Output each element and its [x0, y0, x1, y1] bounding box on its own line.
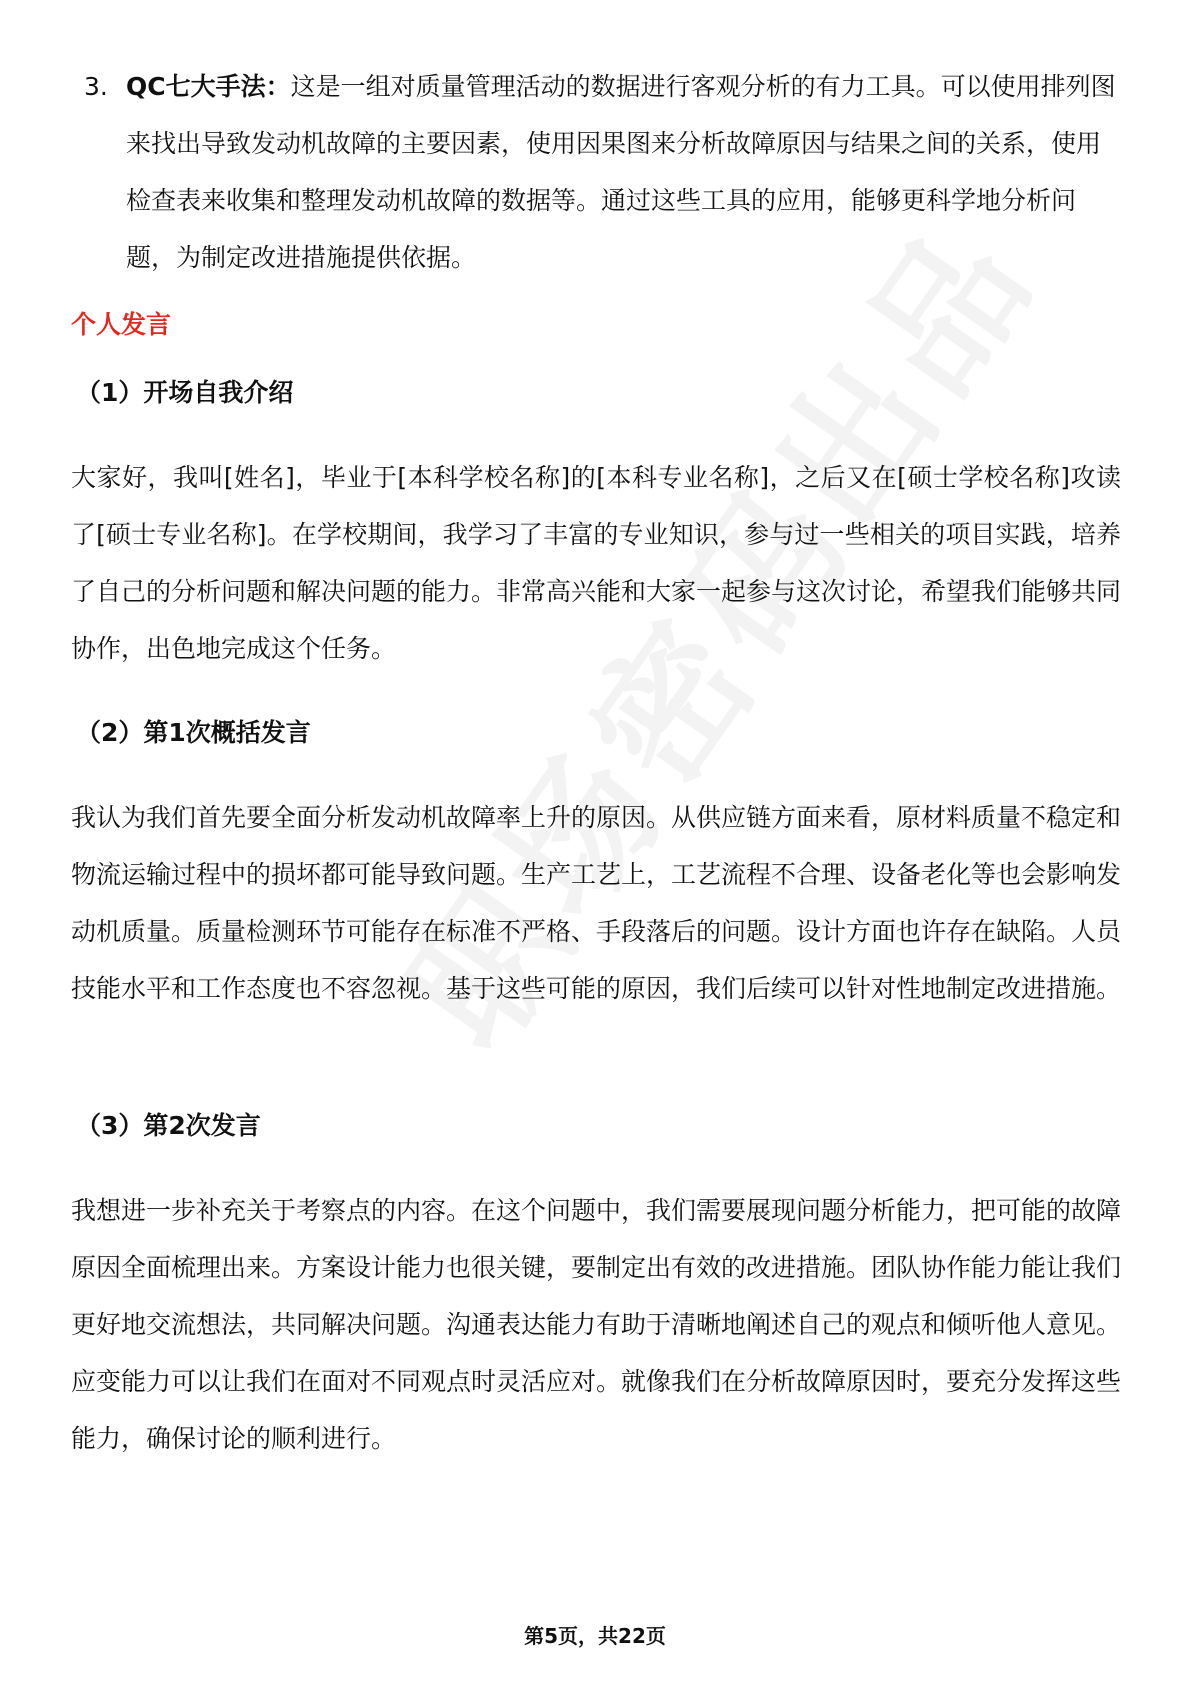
- subsection-text-intro: 大家好，我叫[姓名]，毕业于[本科学校名称]的[本科专业名称]，之后又在[硕士学校名称]攻读了[硕士专业名称]。在学校期间，我学习了丰富的专业知识，参与过一些相关的项目实践，培养了自己的分析问题和解决问题的能力。非常高兴能和大家一起参与这次讨论，希望我们能够共同协作，出色地完成这个任务。: [71, 463, 1122, 663]
- list-number: 3.: [84, 72, 108, 101]
- subsection-text-first-speech: 我认为我们首先要全面分析发动机故障率上升的原因。从供应链方面来看，原材料质量不稳定和物流运输过程中的损坏都可能导致问题。生产工艺上，工艺流程不合理、设备老化等也会影响发动机质量。质量检测环节可能存在标准不严格、手段落后的问题。设计方面也许存在缺陷。人员技能水平和工作态度也不容忽视。基于这些可能的原因，我们后续可以针对性地制定改进措施。: [71, 803, 1122, 1003]
- page-footer: 第5页，共22页: [524, 1624, 666, 1648]
- subsection-heading-first-speech: （2）第1次概括发言: [76, 718, 311, 747]
- subsection-heading-second-speech: （3）第2次发言: [76, 1111, 261, 1140]
- subsection-text-second-speech: 我想进一步补充关于考察点的内容。在这个问题中，我们需要展现问题分析能力，把可能的故障原因全面梳理出来。方案设计能力也很关键，要制定出有效的改进措施。团队协作能力能让我们更好地交流想法，共同解决问题。沟通表达能力有助于清晰地阐述自己的观点和倾听他人意见。应变能力可以让我们在面对不同观点时灵活应对。就像我们在分析故障原因时，要充分发挥这些能力，确保讨论的顺利进行。: [71, 1196, 1122, 1453]
- section-title: 个人发言: [71, 310, 172, 339]
- list-item-text: 这是一组对质量管理活动的数据进行客观分析的有力工具。可以使用排列图来找出导致发动机故障的主要因素，使用因果图来分析故障原因与结果之间的关系，使用检查表来收集和整理发动机故障的数据等。通过这些工具的应用，能够更科学地分析问题，为制定改进措施提供依据。: [126, 72, 1116, 272]
- list-item-qc-tools: [84, 58, 1124, 286]
- list-body: [126, 58, 1124, 286]
- subsection-heading-intro: （1）开场自我介绍: [76, 378, 294, 407]
- list-item-heading: QC七大手法：: [126, 72, 291, 101]
